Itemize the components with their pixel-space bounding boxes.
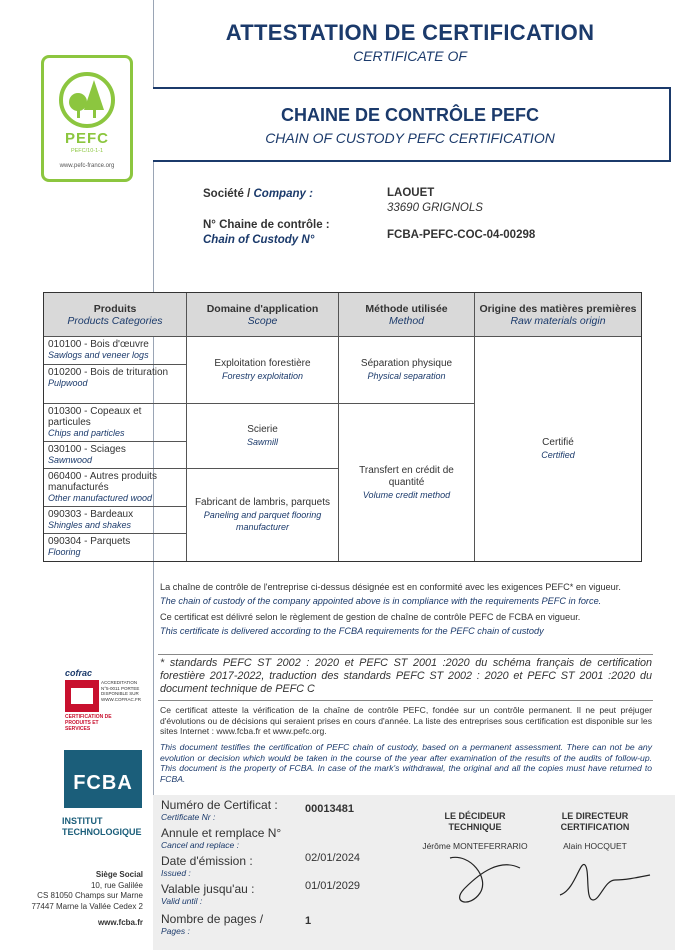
cofrac-label: CERTIFICATION DE PRODUITS ET SERVICES	[65, 714, 112, 732]
notice-fr: Ce certificat atteste la vérification de la chaîne de contrôle PEFC, fondée sur un contrôle permanent. Il ne peut préjuger d'évolutions ou de décisions qui seraient prises en cours d'année. La liste des entreprises sous certification est disponible sur les sites Internet : www.fcba.fr et www.pefc.org.	[160, 705, 652, 736]
table-header-method: Méthode utilisée Method	[339, 293, 475, 337]
head-office: Siège Social 10, rue Galilée CS 81050 Champs sur Marne 77447 Marne la Vallée Cedex 2 www.fcba.fr	[31, 870, 143, 927]
pefc-brand: PEFC	[64, 130, 109, 147]
subtitle-en: CHAIN OF CUSTODY PEFC CERTIFICATION	[265, 130, 555, 146]
pefc-url: www.pefc-france.org	[59, 163, 115, 169]
field-issued-label: Date d'émission : Issued :	[161, 854, 253, 878]
table-row: 090303 - Bardeaux Shingles and shakes	[44, 507, 187, 534]
products-table	[43, 292, 642, 562]
table-row: 060400 - Autres produits manufacturés Other manufactured wood	[44, 469, 187, 507]
table-row: 010200 - Bois de trituration Pulpwood	[44, 365, 187, 404]
standards-note: * standards PEFC ST 2002 : 2020 et PEFC ST 2001 :2020 du schéma français de certification forestière 2017-2022, traduction des standards PEFC ST 2002 : 2020 et PEFC ST 2001 :2020 du document technique de PEFC C	[160, 657, 652, 695]
company-address: 33690 GRIGNOLS	[387, 202, 483, 214]
signature-technical	[430, 848, 550, 928]
coc-number: FCBA-PEFC-COC-04-00298	[387, 229, 536, 241]
title-en: CERTIFICATE OF	[353, 48, 467, 64]
field-pages-value: 1	[305, 915, 312, 927]
cofrac-logo	[65, 668, 145, 736]
table-header-products: Produits Products Categories	[44, 293, 187, 337]
coc-label-en: Chain of Custody N°	[203, 234, 315, 246]
company-label: Société / Company :	[203, 188, 313, 200]
coc-label-fr: N° Chaine de contrôle :	[203, 219, 330, 231]
signature-director	[555, 850, 655, 910]
field-certificate-value: 00013481	[305, 803, 354, 815]
table-row: 010100 - Bois d'œuvre Sawlogs and veneer logs	[44, 337, 187, 365]
signatory-technical: LE DÉCIDEUR TECHNIQUE Jérôme MONTEFERRARIO	[422, 811, 528, 851]
signatory-director: LE DIRECTEUR CERTIFICATION Alain HOCQUET	[560, 811, 630, 851]
table-row: 010300 - Copeaux et particules Chips and particles	[44, 404, 187, 442]
field-certificate-label: Numéro de Certificat : Certificate Nr :	[161, 798, 278, 822]
main-header	[170, 20, 650, 64]
pefc-logo	[41, 55, 133, 182]
scope-manufacturer: Fabricant de lambris, parquets Paneling and parquet flooring manufacturer	[187, 469, 339, 561]
table-header-scope: Domaine d'application Scope	[187, 293, 339, 337]
compliance-text: La chaîne de contrôle de l'entreprise ci-dessus désignée est en conformité avec les exigences PEFC* en vigueur. The chain of custody of the company appointed above is in compliance with the requirements PEFC in force. Ce certificat est délivré selon le règlement de gestion de chaîne de contrôle PEFC de FCBA en vigueur. This certificate is delivered according to the FCBA requirements for the PEFC chain of custody	[160, 582, 621, 636]
pefc-tree-icon	[44, 58, 130, 179]
method-physical: Séparation physique Physical separation	[339, 337, 475, 404]
scope-forestry: Exploitation forestière Forestry exploitation	[187, 337, 339, 404]
separator	[158, 654, 653, 655]
fcba-logo	[60, 750, 145, 810]
field-valid-label: Valable jusqu'au : Valid until :	[161, 882, 255, 906]
title-fr: ATTESTATION DE CERTIFICATION	[225, 20, 595, 45]
table-header-origin: Origine des matières premières Raw materials origin	[475, 293, 641, 337]
company-name: LAOUET	[387, 187, 435, 199]
origin-certified: Certifié Certified	[541, 437, 575, 460]
pefc-code: PEFC/10-1-1	[70, 148, 104, 154]
field-pages-label: Nombre de pages / Pages :	[161, 912, 264, 936]
field-valid-value: 01/01/2029	[305, 880, 361, 892]
fcba-subtitle: INSTITUT TECHNOLOGIQUE	[62, 816, 142, 837]
table-row: 090304 - Parquets Flooring	[44, 534, 187, 561]
sub-header	[170, 105, 650, 146]
separator	[158, 700, 653, 701]
method-volume-credit: Transfert en crédit de quantité Volume credit method	[339, 404, 475, 561]
cofrac-name: cofrac	[65, 668, 93, 678]
cofrac-text: ACCREDITATION N°5-0011 PORTEE DISPONIBLE SUR WWW.COFRAC.FR	[101, 680, 141, 702]
scope-sawmill: Scierie Sawmill	[187, 404, 339, 469]
notice-en: This document testifies the certification of PEFC chain of custody, based on a permanent assessment. There can not be any evolution or decision which would be taken in the course of the year after examination of the results of the audits of follow-up. This document is the property of FCBA. In case of the mark's withdrawal, the original and all the copies must have returned to FCBA.	[160, 742, 652, 784]
field-issued-value: 02/01/2024	[305, 852, 361, 864]
fcba-name: FCBA	[73, 772, 133, 794]
table-row: 030100 - Sciages Sawnwood	[44, 442, 187, 469]
cofrac-mark-icon	[65, 680, 99, 712]
field-cancel-label: Annule et remplace N° Cancel and replace :	[161, 826, 282, 850]
subtitle-fr: CHAINE DE CONTRÔLE PEFC	[280, 105, 539, 125]
